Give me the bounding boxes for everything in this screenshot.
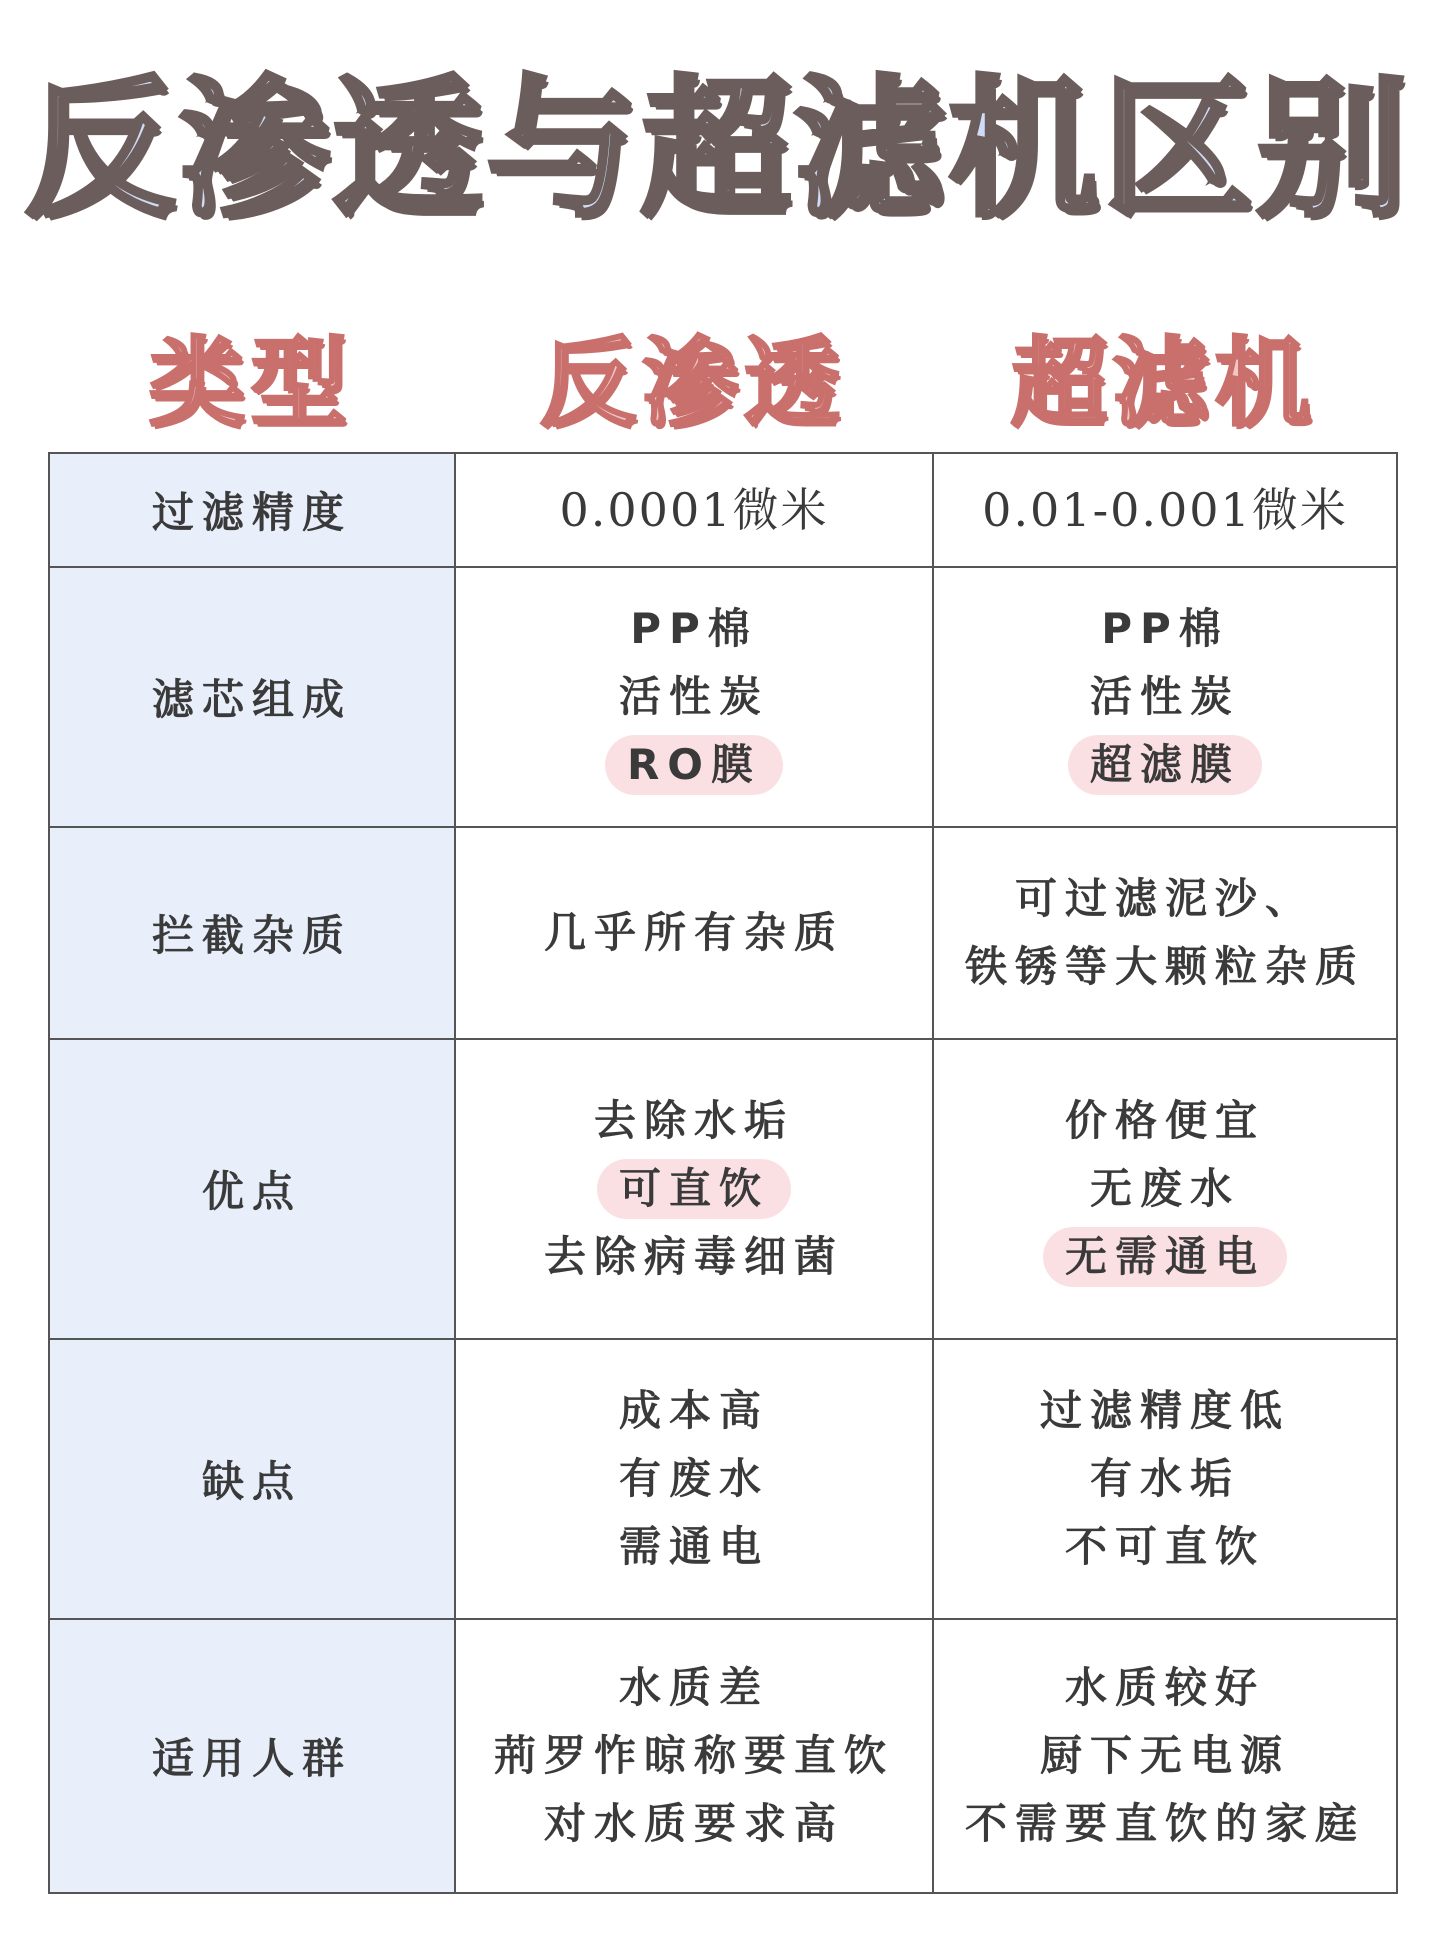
table-row xyxy=(49,453,1397,567)
cell-line: 价格便宜 xyxy=(1064,1096,1265,1145)
cell-line: 去除病毒细菌 xyxy=(543,1232,844,1281)
cell-line: 去除水垢 xyxy=(593,1096,794,1145)
cell-line: PP棉 xyxy=(1101,604,1229,653)
table-row xyxy=(49,567,1397,827)
cell-line: 0.01-0.001微米 xyxy=(982,483,1348,537)
cell-uf xyxy=(933,1039,1397,1339)
cell-ro xyxy=(455,827,933,1039)
cell-line: 活性炭 xyxy=(618,672,769,721)
cell-ro xyxy=(455,1339,933,1619)
cell-line: 有废水 xyxy=(618,1454,769,1503)
header-type: 类型 xyxy=(149,327,353,439)
highlighted-line: 可直饮 xyxy=(597,1159,791,1219)
highlighted-line: RO膜 xyxy=(605,735,783,795)
cell-line: 0.0001微米 xyxy=(559,483,829,537)
highlighted-line: 超滤膜 xyxy=(1068,735,1262,795)
table-row xyxy=(49,827,1397,1039)
cell-line: 不可直饮 xyxy=(1064,1522,1265,1571)
cell-line: 不需要直饮的家庭 xyxy=(964,1799,1365,1848)
comparison-table xyxy=(48,452,1398,1894)
highlighted-line: 无需通电 xyxy=(1043,1227,1287,1287)
cell-line: 无废水 xyxy=(1089,1164,1240,1213)
row-label: 过滤精度 xyxy=(49,453,455,567)
cell-ro xyxy=(455,567,933,827)
cell-uf xyxy=(933,1619,1397,1893)
cell-line: 铁锈等大颗粒杂质 xyxy=(964,942,1365,991)
row-label: 适用人群 xyxy=(49,1619,455,1893)
cell-line: 对水质要求高 xyxy=(543,1799,844,1848)
cell-uf xyxy=(933,567,1397,827)
cell-line: 几乎所有杂质 xyxy=(543,908,844,957)
cell-ro xyxy=(455,1039,933,1339)
cell-line: 厨下无电源 xyxy=(1039,1731,1290,1780)
cell-line: 可过滤泥沙、 xyxy=(1014,874,1315,923)
table-row xyxy=(49,1339,1397,1619)
row-label: 拦截杂质 xyxy=(49,827,455,1039)
row-label: 优点 xyxy=(49,1039,455,1339)
cell-line: 成本高 xyxy=(618,1386,769,1435)
row-label: 缺点 xyxy=(49,1339,455,1619)
header-ro: 反渗透 xyxy=(540,327,846,439)
cell-uf xyxy=(933,1339,1397,1619)
cell-ro xyxy=(455,1619,933,1893)
table-row xyxy=(49,1039,1397,1339)
table-row xyxy=(49,1619,1397,1893)
cell-line: 水质较好 xyxy=(1064,1663,1265,1712)
cell-ro xyxy=(455,453,933,567)
header-uf: 超滤机 xyxy=(1011,327,1317,439)
cell-line: 水质差 xyxy=(618,1663,769,1712)
cell-line: 需通电 xyxy=(618,1522,769,1571)
cell-line: 有水垢 xyxy=(1089,1454,1240,1503)
row-label: 滤芯组成 xyxy=(49,567,455,827)
cell-uf xyxy=(933,453,1397,567)
cell-line: PP棉 xyxy=(630,604,758,653)
cell-line: 荊罗怍晾称要直饮 xyxy=(493,1731,894,1780)
cell-uf xyxy=(933,827,1397,1039)
cell-line: 过滤精度低 xyxy=(1039,1386,1290,1435)
cell-line: 活性炭 xyxy=(1089,672,1240,721)
page-title: 反渗透与超滤机区别 xyxy=(24,63,1411,237)
